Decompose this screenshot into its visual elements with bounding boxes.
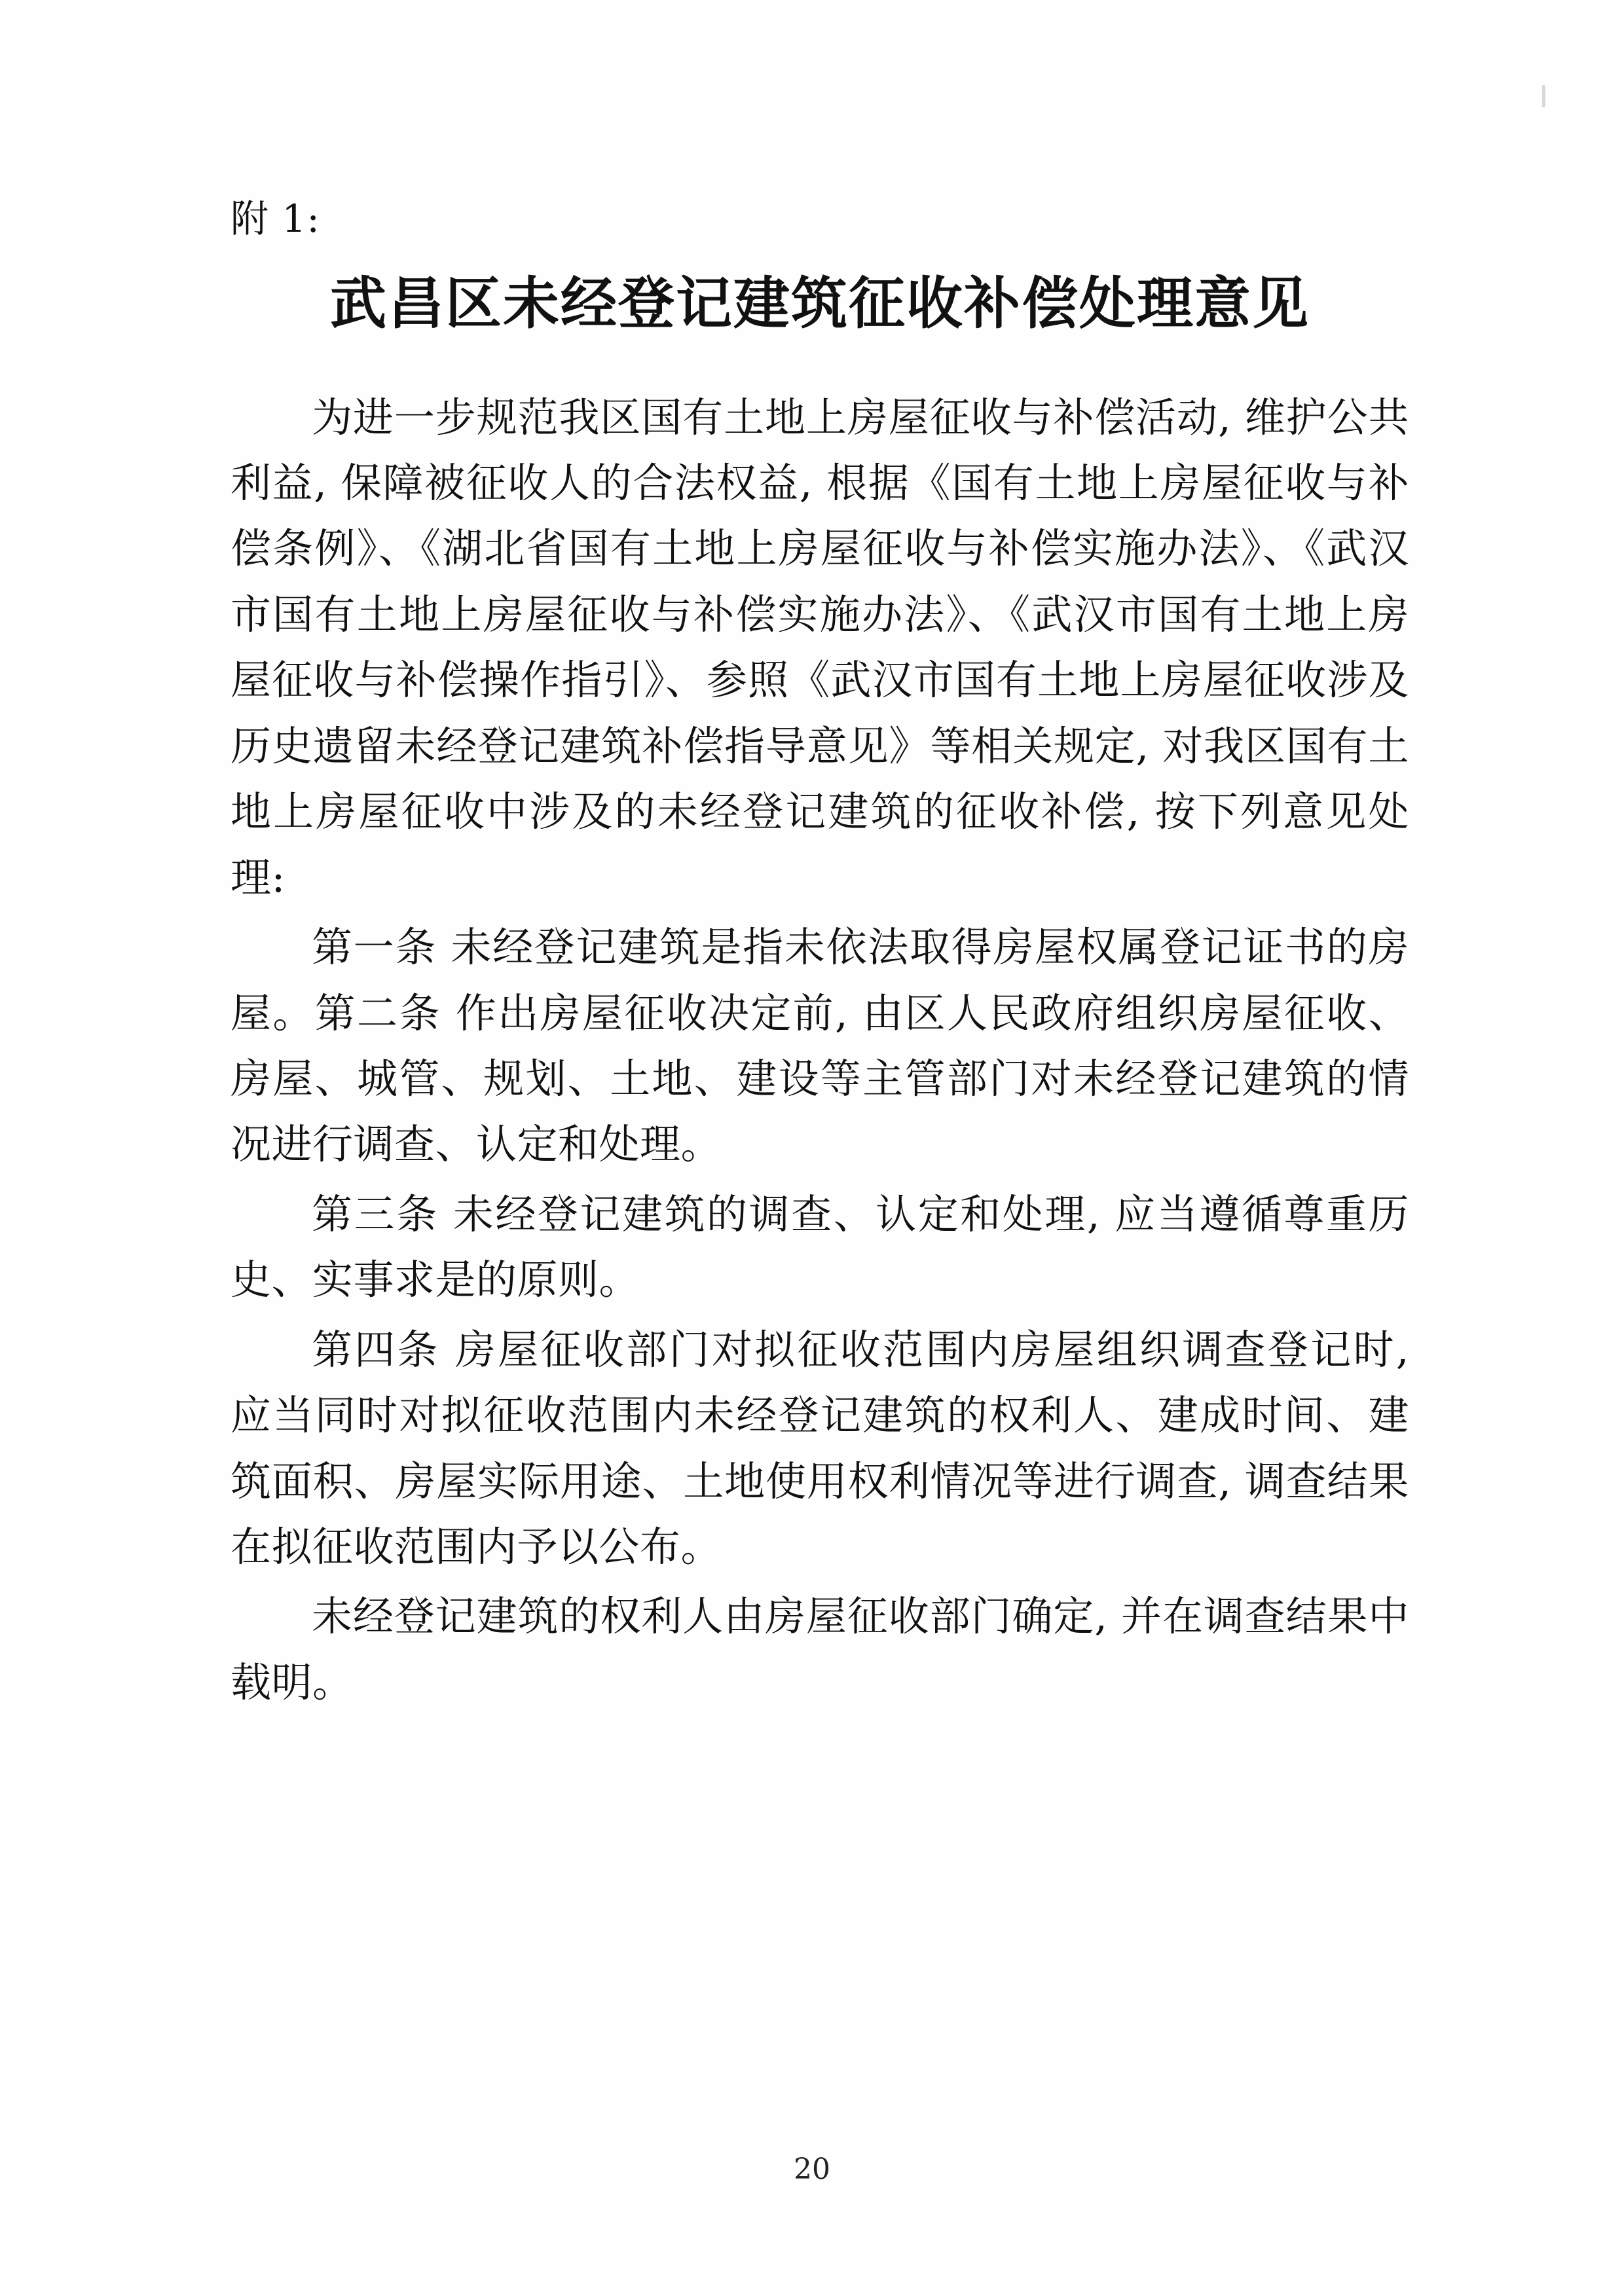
paragraph: 第四条 房屋征收部门对拟征收范围内房屋组织调查登记时, 应当同时对拟征收范围内未经登记建筑的权利人、建成时间、建筑面积、房屋实际用途、土地使用权利情况等进行调查, 调查结果在拟征收范围内予以公布。 [231, 1325, 1409, 1571]
attachment-label: 附 1: [231, 196, 320, 241]
document-content [231, 196, 1409, 1719]
paragraph: 未经登记建筑的权利人由房屋征收部门确定, 并在调查结果中载明。 [231, 1592, 1409, 1706]
body-text [231, 385, 1409, 1716]
paragraph: 第三条 未经登记建筑的调查、认定和处理, 应当遵循尊重历史、实事求是的原则。 [231, 1190, 1409, 1304]
page-number: 20 [794, 2153, 830, 2186]
scan-artifact [1542, 85, 1545, 107]
paragraph: 为进一步规范我区国有土地上房屋征收与补偿活动, 维护公共利益, 保障被征收人的合法权益, 根据《国有土地上房屋征收与补偿条例》、《湖北省国有土地上房屋征收与补偿实施办法》、《武汉市国有土地上房屋征收与补偿实施办法》、《武汉市国有土地上房屋征收与补偿操作指引》、参照《武汉市国有土地上房屋征收涉及历史遗留未经登记建筑补偿指导意见》等相关规定, 对我区国有土地上房屋征收中涉及的未经登记建筑的征收补偿, 按下列意见处理: [231, 393, 1409, 902]
paragraph: 第一条 未经登记建筑是指未依法取得房屋权属登记证书的房屋。第二条 作出房屋征收决定前, 由区人民政府组织房屋征收、房屋、城管、规划、土地、建设等主管部门对未经登记建筑的情况进行调查、认定和处理。 [231, 923, 1409, 1169]
page-title: 武昌区未经登记建筑征收补偿处理意见 [330, 270, 1310, 337]
